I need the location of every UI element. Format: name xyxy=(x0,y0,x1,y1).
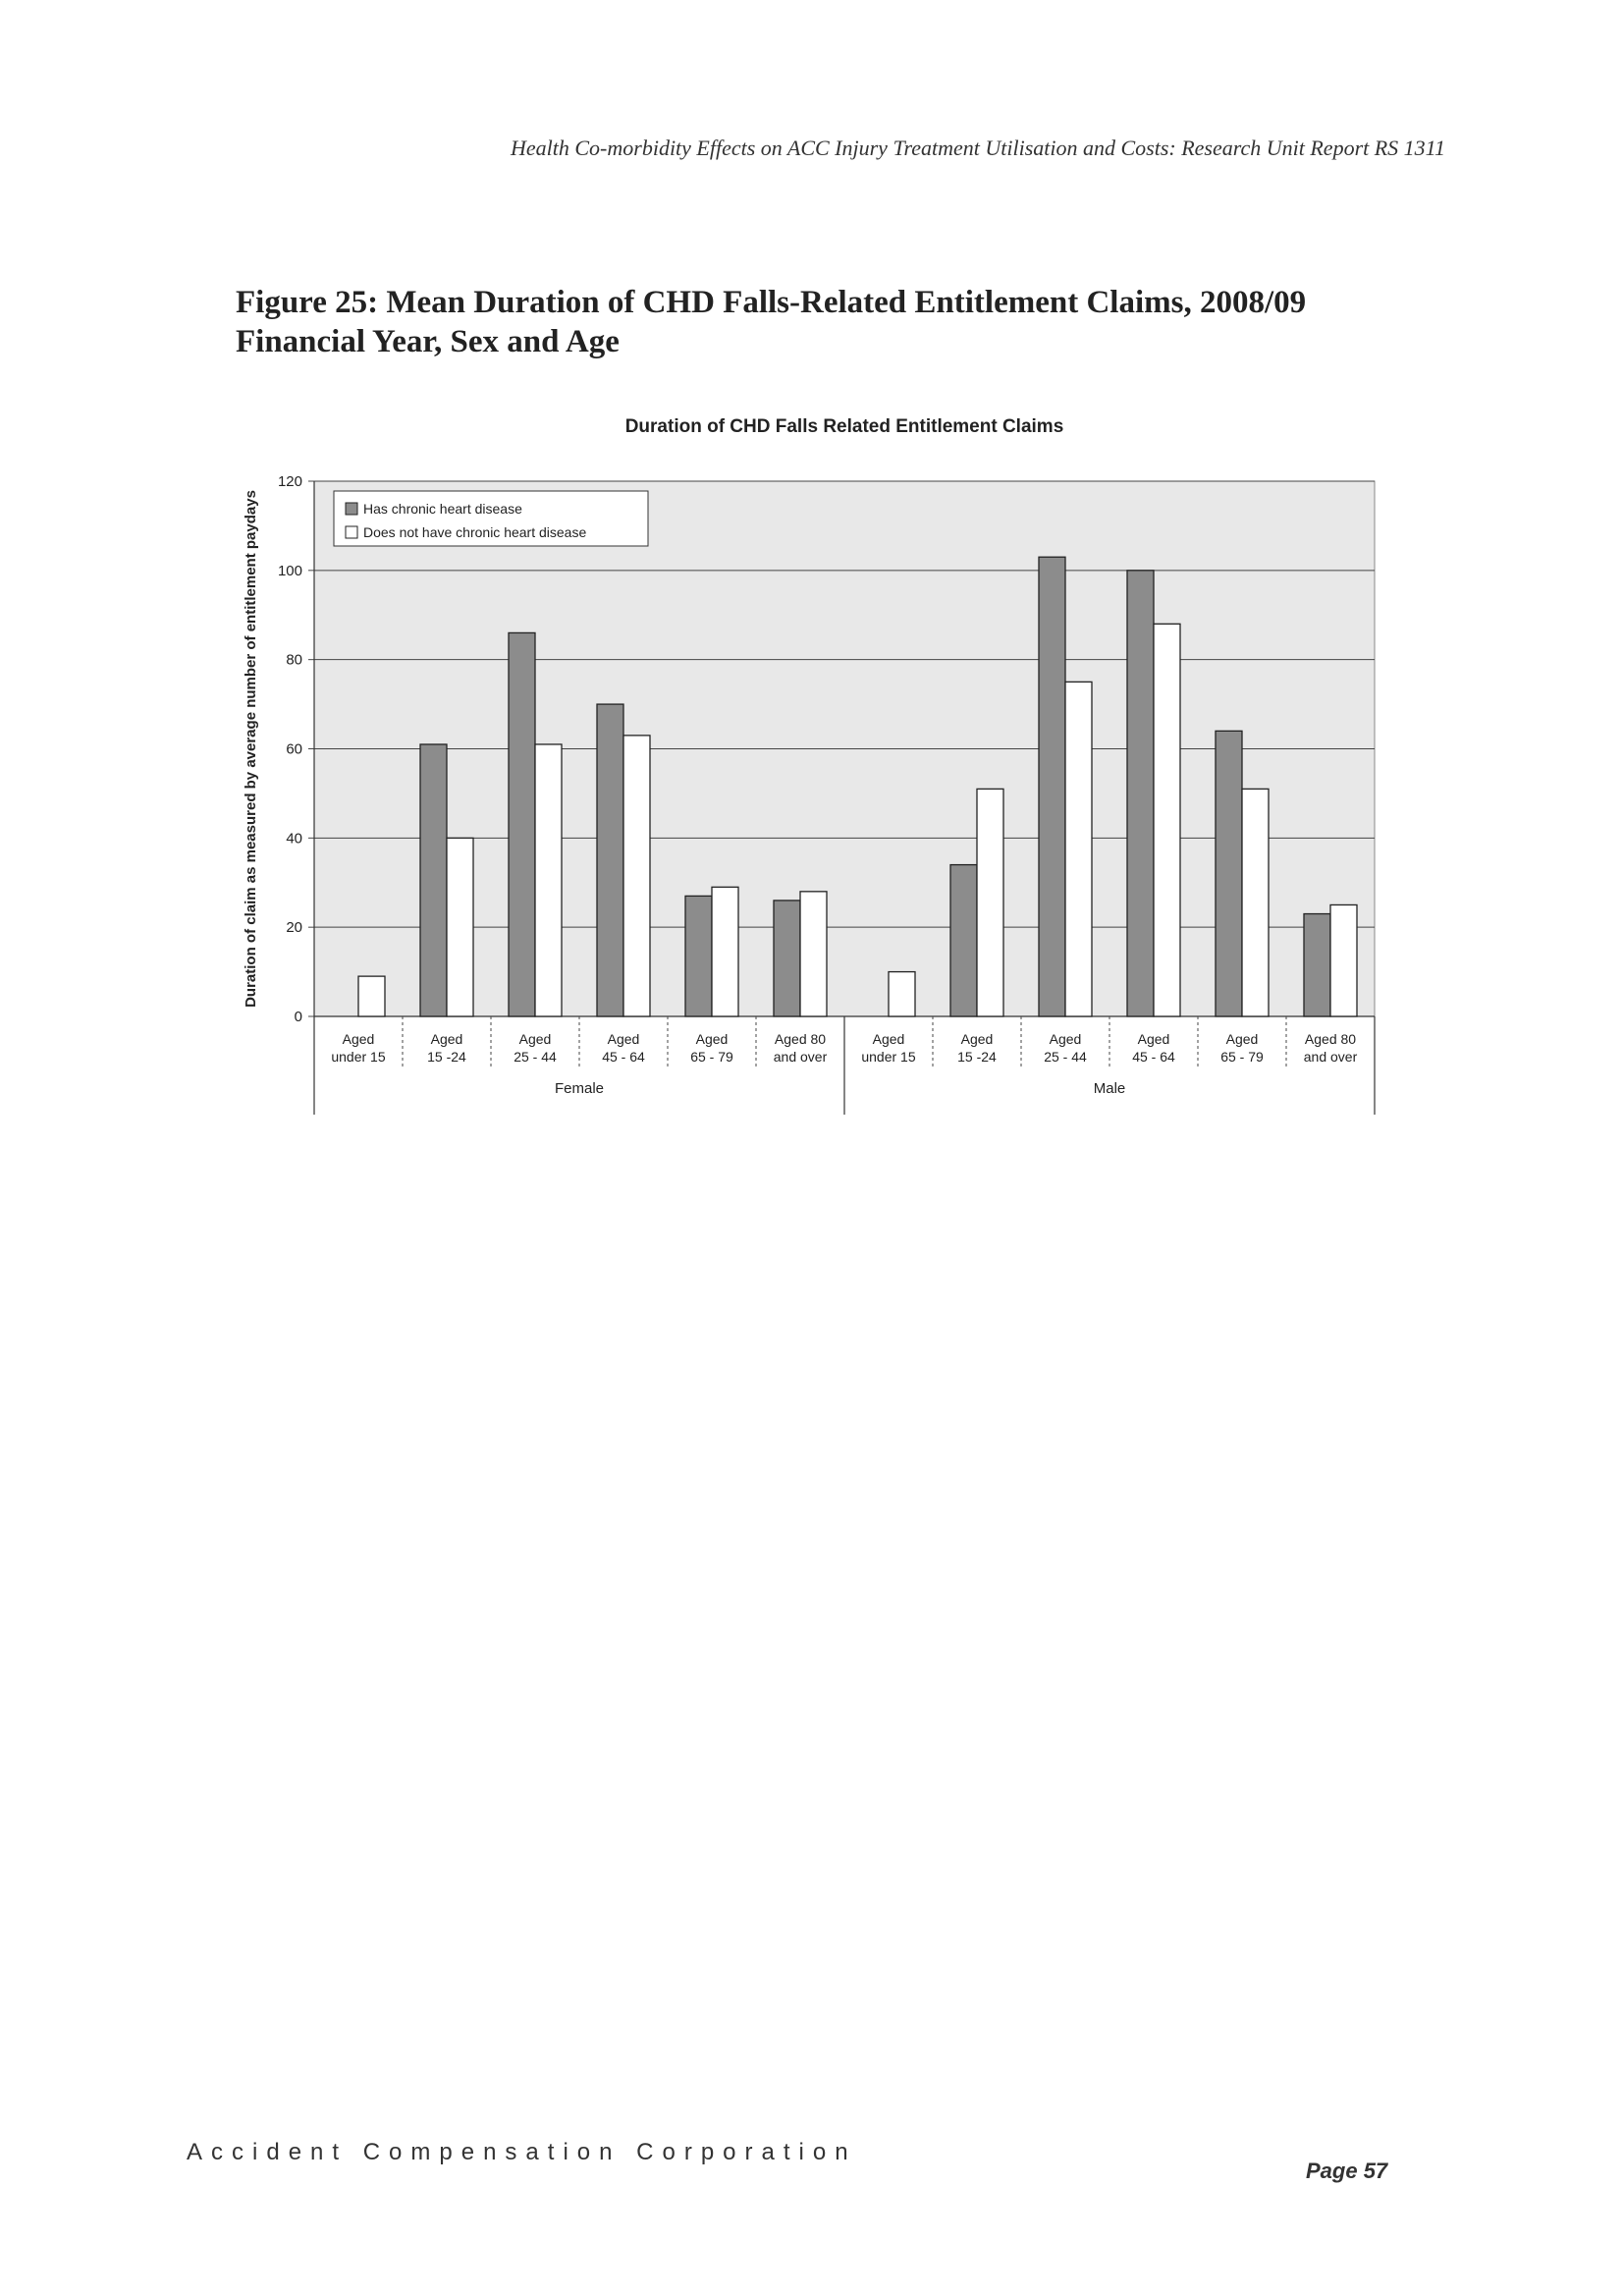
x-tick-label: and over xyxy=(773,1049,828,1065)
bar xyxy=(712,887,738,1016)
x-tick-label: under 15 xyxy=(861,1049,916,1065)
x-tick-label: Aged xyxy=(960,1031,994,1047)
y-tick-label: 20 xyxy=(286,919,302,937)
group-label: Male xyxy=(1093,1080,1126,1097)
x-tick-label: Aged 80 xyxy=(774,1031,827,1047)
y-axis-label: Duration of claim as measured by average number of entitlement paydays xyxy=(243,490,259,1008)
y-tick-label: 0 xyxy=(294,1009,302,1025)
y-tick-label: 100 xyxy=(277,562,302,579)
x-tick-label: Aged xyxy=(695,1031,729,1047)
x-tick-label: and over xyxy=(1303,1049,1358,1065)
bar xyxy=(1039,557,1065,1016)
bar xyxy=(1216,731,1242,1016)
x-tick-label: Aged xyxy=(607,1031,640,1047)
x-tick-label: 25 - 44 xyxy=(514,1049,557,1065)
bar xyxy=(447,838,473,1016)
x-tick-label: under 15 xyxy=(331,1049,386,1065)
group-label: Female xyxy=(554,1080,605,1097)
footer-page-number: Page 57 xyxy=(1306,2159,1388,2183)
x-tick-label: Aged xyxy=(1049,1031,1082,1047)
bar xyxy=(950,865,977,1016)
bar xyxy=(1330,904,1357,1016)
bar xyxy=(977,789,1003,1016)
bar xyxy=(774,901,800,1016)
bar xyxy=(1154,624,1180,1016)
x-tick-label: Aged xyxy=(1137,1031,1170,1047)
bar xyxy=(1304,914,1330,1016)
x-tick-label: Aged xyxy=(1225,1031,1259,1047)
bar xyxy=(535,744,562,1016)
x-tick-label: Aged xyxy=(342,1031,375,1047)
x-tick-label: 15 -24 xyxy=(427,1049,466,1065)
x-tick-label: 45 - 64 xyxy=(1132,1049,1175,1065)
bar xyxy=(1127,571,1154,1016)
x-tick-label: Aged xyxy=(430,1031,463,1047)
x-tick-label: 15 -24 xyxy=(957,1049,997,1065)
x-tick-label: 25 - 44 xyxy=(1044,1049,1087,1065)
footer-organization: Accident Compensation Corporation xyxy=(187,2139,857,2165)
bar xyxy=(623,736,650,1016)
legend-label: Has chronic heart disease xyxy=(363,501,522,517)
bar xyxy=(800,892,827,1016)
bar xyxy=(509,632,535,1016)
x-tick-label: Aged xyxy=(872,1031,905,1047)
bar xyxy=(358,976,385,1016)
legend-label: Does not have chronic heart disease xyxy=(363,524,587,540)
y-tick-label: 120 xyxy=(277,473,302,490)
figure-title: Figure 25: Mean Duration of CHD Falls-Related Entitlement Claims, 2008/09 Financial Year, Sex and Age xyxy=(236,285,1307,359)
running-header: Health Co-morbidity Effects on ACC Injury Treatment Utilisation and Costs: Research Unit Report RS 1311 xyxy=(511,136,1446,160)
legend-swatch xyxy=(346,503,357,515)
x-tick-label: 65 - 79 xyxy=(690,1049,733,1065)
bar xyxy=(420,744,447,1016)
bar xyxy=(889,972,915,1016)
x-tick-label: Aged xyxy=(518,1031,552,1047)
bar xyxy=(685,896,712,1016)
x-tick-label: 65 - 79 xyxy=(1220,1049,1264,1065)
bar xyxy=(1065,682,1092,1016)
y-tick-label: 80 xyxy=(286,651,302,669)
bar xyxy=(597,704,623,1016)
y-tick-label: 60 xyxy=(286,740,302,758)
x-tick-label: Aged 80 xyxy=(1304,1031,1357,1047)
legend-swatch xyxy=(346,526,357,538)
chart-title: Duration of CHD Falls Related Entitlement Claims xyxy=(624,416,1064,437)
y-tick-label: 40 xyxy=(286,830,302,847)
bar-chart xyxy=(226,403,1404,1139)
x-tick-label: 45 - 64 xyxy=(602,1049,645,1065)
bar xyxy=(1242,789,1269,1016)
